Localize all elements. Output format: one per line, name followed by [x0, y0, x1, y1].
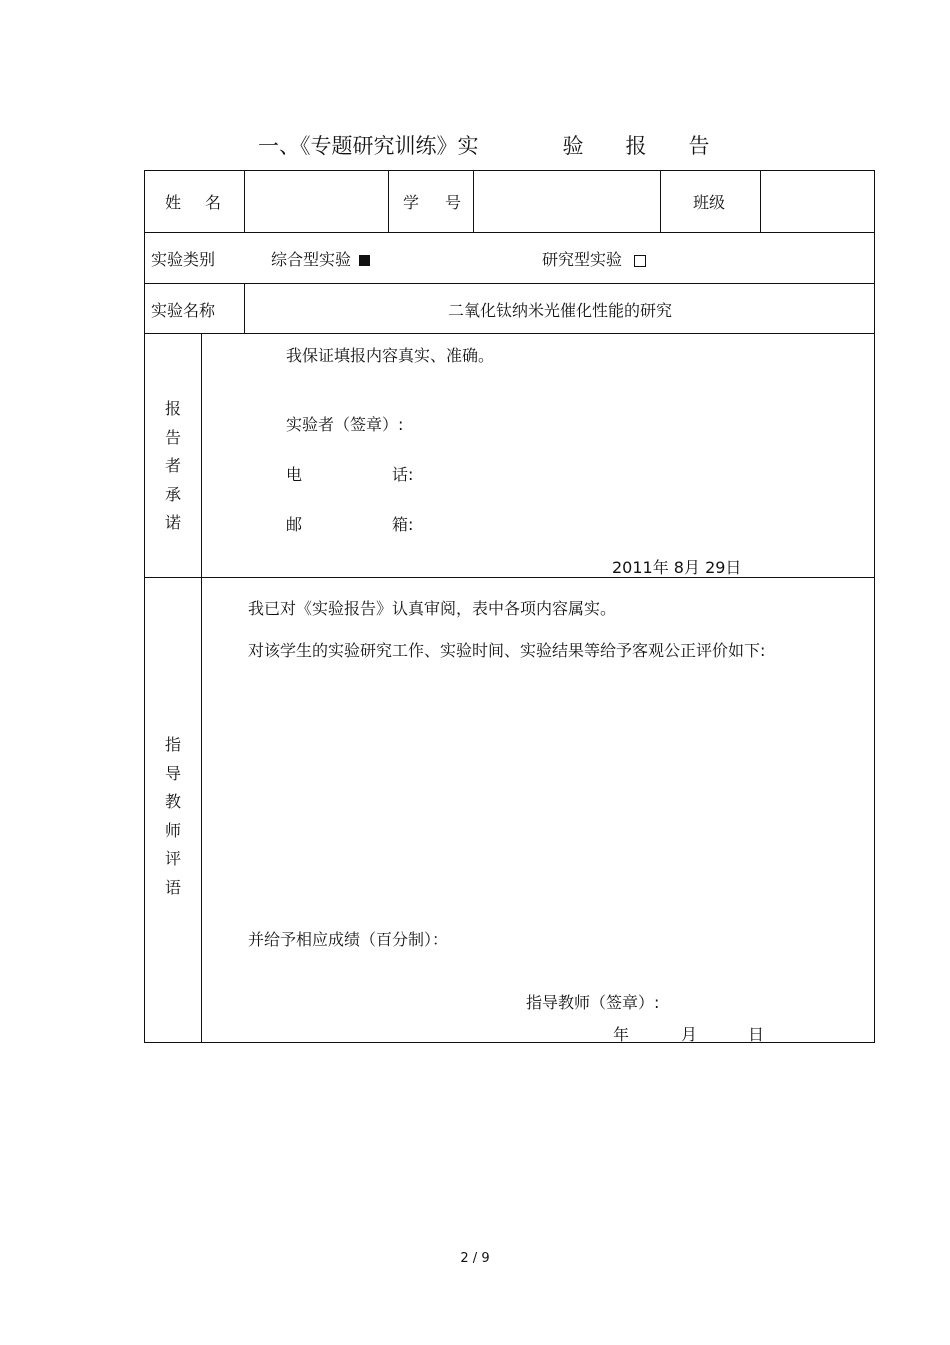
- name-field[interactable]: [246, 172, 387, 231]
- name-label: 姓 名: [165, 193, 222, 212]
- option-research[interactable]: 研究型实验: [542, 247, 646, 270]
- checkbox-checked-icon[interactable]: [359, 255, 370, 266]
- table-divider: [144, 232, 875, 233]
- review-date-month: 月: [681, 1025, 698, 1044]
- class-label: 班级: [693, 193, 726, 212]
- option-comprehensive[interactable]: 综合型实验: [271, 247, 370, 270]
- review-comment-area[interactable]: [203, 670, 873, 910]
- phone-label-b: 话:: [392, 465, 414, 484]
- pledge-statement: 我保证填报内容真实、准确。: [286, 346, 495, 365]
- title-main: 一、《专题研究训练》实: [258, 134, 479, 158]
- review-date-day: 日: [748, 1025, 765, 1044]
- pledge-date: 2011年 8月 29日: [612, 558, 742, 577]
- teacher-sign-label: 指导教师（签章）:: [526, 993, 660, 1012]
- pledge-label: 报 告 者 承 诺: [164, 399, 181, 533]
- table-border-right: [874, 170, 875, 1043]
- experiment-name-value: 二氧化钛纳米光催化性能的研究: [447, 301, 672, 320]
- table-divider: [388, 170, 389, 233]
- phone-label-a: 电: [286, 465, 303, 484]
- student-id-label: 学 号: [403, 193, 462, 212]
- page-number: 2 / 9: [460, 1251, 490, 1266]
- checkbox-unchecked-icon[interactable]: [634, 255, 646, 267]
- table-divider: [660, 170, 661, 233]
- title-char-2: 报: [625, 134, 647, 158]
- review-label: 指 导 教 师 评 语: [164, 735, 181, 897]
- email-label-b: 箱:: [392, 515, 414, 534]
- table-border-left: [144, 170, 145, 1043]
- grade-label: 并给予相应成绩（百分制）：: [248, 930, 449, 949]
- review-date-year: 年: [613, 1025, 630, 1044]
- signer-label: 实验者（签章）:: [286, 415, 404, 434]
- review-line-2: 对该学生的实验研究工作、实验时间、实验结果等给予客观公正评价如下:: [248, 641, 766, 660]
- table-border-bottom: [144, 1042, 875, 1043]
- experiment-type-label: 实验类别: [151, 250, 216, 269]
- table-divider: [144, 577, 875, 578]
- review-line-1: 我已对《实验报告》认真审阅，表中各项内容属实。: [248, 599, 617, 618]
- student-id-field[interactable]: [475, 172, 659, 231]
- page-title: [258, 130, 710, 160]
- experiment-name-label: 实验名称: [151, 301, 216, 320]
- table-divider: [144, 333, 875, 334]
- title-char-3: 告: [688, 134, 710, 158]
- class-field[interactable]: [762, 172, 873, 231]
- email-label-a: 邮: [286, 515, 303, 534]
- table-divider: [144, 283, 875, 284]
- title-char-1: 验: [562, 134, 584, 158]
